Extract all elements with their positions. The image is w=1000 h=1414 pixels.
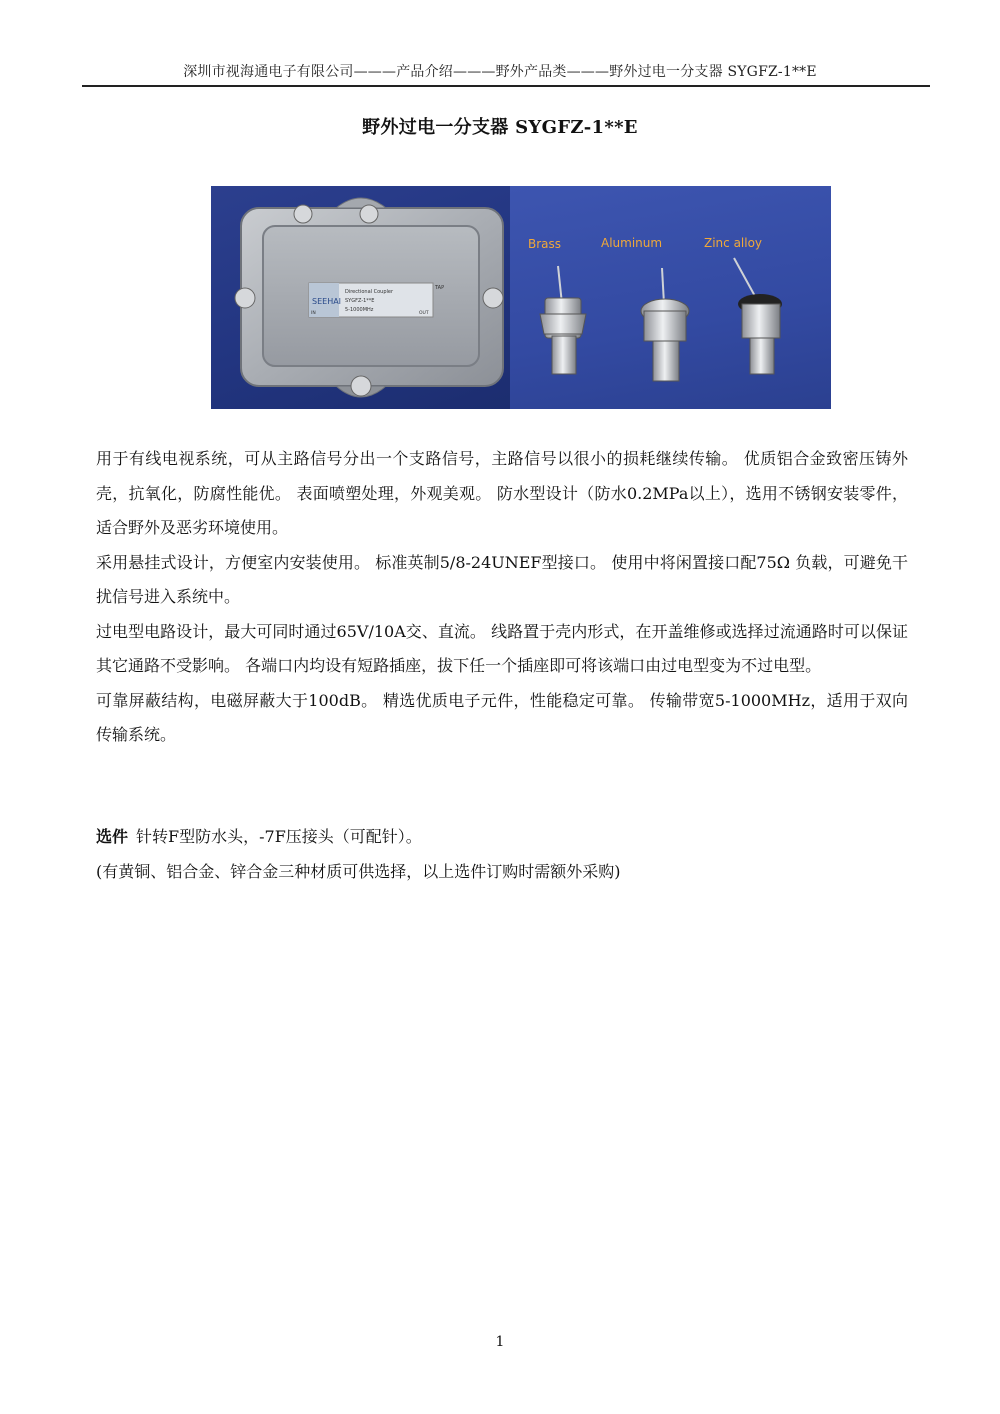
description-paragraph: 过电型电路设计，最大可同时通过65V/10A交、直流。 线路置于壳内形式，在开盖维修或选择过流通路时可以保证其它通路不受影响。 各端口内均设有短路插座，拔下任一个插座即可将该端口由过电型变为不过电型。 [96,621,908,675]
device-label-line3: 5-1000MHz [345,307,374,313]
page-header-breadcrumb: 深圳市视海通电子有限公司———产品介绍———野外产品类———野外过电一分支器 SYGFZ-1**E [183,64,817,80]
document-title: 野外过电一分支器 SYGFZ-1**E [362,117,638,138]
product-photo-housing [211,186,510,409]
device-label-in: IN [311,311,316,316]
options-text: 针转F型防水头，-7F压接头（可配针）。 [136,827,422,846]
options-section [96,820,908,889]
product-description [96,442,908,753]
connector-aluminum [641,268,689,381]
description-paragraph: 可靠屏蔽结构，电磁屏蔽大于100dB。 精选优质电子元件，性能稳定可靠。 传输带宽5-1000MHz，适用于双向传输系统。 [96,690,908,744]
description-paragraph: 采用悬挂式设计，方便室内安装使用。 标准英制5/8-24UNEF型接口。 使用中将闲置接口配75Ω 负载，可避免干扰信号进入系统中。 [96,552,908,606]
description-paragraph: 用于有线电视系统，可从主路信号分出一个支路信号，主路信号以很小的损耗继续传输。 优质铝合金致密压铸外壳，抗氧化，防腐性能优。 表面喷塑处理，外观美观。 防水型设计（防水0.2MPa以上），选用不锈钢安装零件，适合野外及恶劣环境使用。 [96,449,908,537]
product-photo-connectors [510,186,831,409]
caption-brass: Brass [528,237,562,251]
device-brand-text: SEEHAI [312,297,342,306]
page-number: 1 [495,1334,505,1350]
device-label-out: OUT [419,311,429,316]
header-divider [82,85,930,87]
connector-zinc-alloy [734,258,782,374]
options-line [96,820,908,855]
options-note: (有黄铜、铝合金、锌合金三种材质可供选择，以上选件订购时需额外采购) [96,861,621,881]
device-label-tap: TAP [435,285,445,291]
caption-aluminum: Aluminum [601,236,663,250]
device-label-line1: Directional Coupler [345,289,394,295]
caption-zinc-alloy: Zinc alloy [704,236,763,250]
device-label-line2: SYGFZ-1**E [345,298,375,304]
options-label: 选件 [96,827,129,846]
connector-brass [540,266,586,374]
